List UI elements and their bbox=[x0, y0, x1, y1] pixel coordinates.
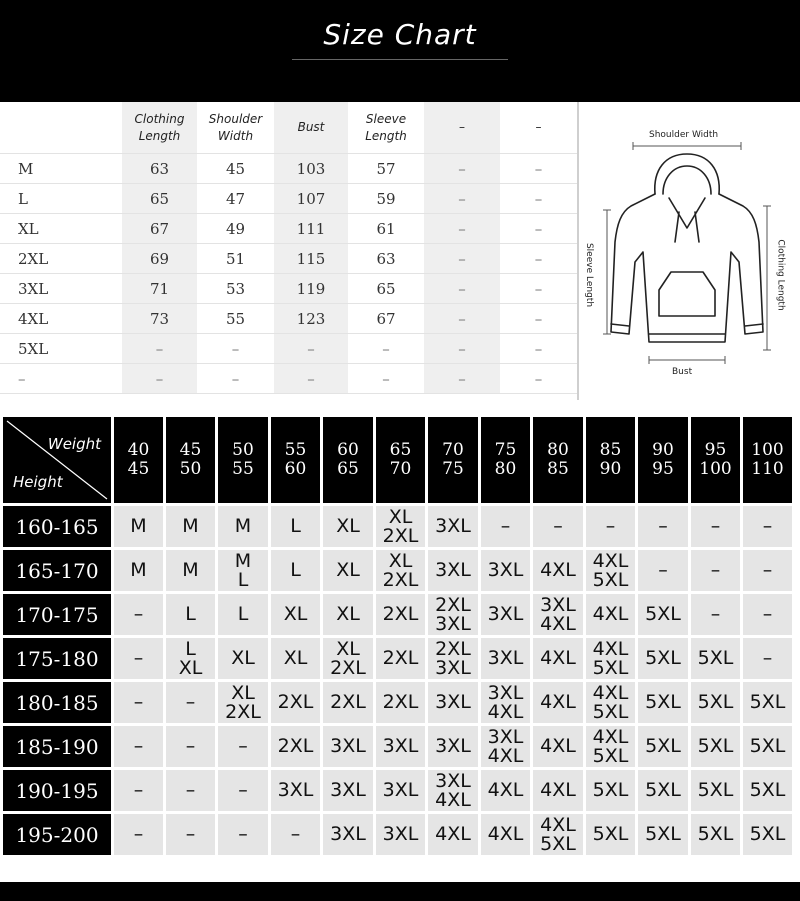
size-cell: – bbox=[114, 770, 163, 811]
size-cell: 4XL bbox=[481, 814, 530, 855]
measurement-cell: – bbox=[424, 364, 500, 394]
size-cell: 3XL 4XL bbox=[481, 726, 530, 767]
height-range-label: 170-175 bbox=[3, 594, 111, 635]
weight-label: Weight bbox=[47, 435, 101, 453]
size-label: 5XL bbox=[0, 334, 122, 364]
size-cell: 5XL bbox=[743, 682, 792, 723]
size-cell: 3XL bbox=[481, 638, 530, 679]
size-cell: 4XL bbox=[533, 638, 583, 679]
height-range-label: 165-170 bbox=[3, 550, 111, 591]
size-label: XL bbox=[0, 214, 122, 244]
measurement-header-cell bbox=[0, 102, 122, 154]
weight-range-header: 55 60 bbox=[271, 417, 320, 503]
measurement-cell: – bbox=[122, 334, 197, 364]
weight-range-header: 40 45 bbox=[114, 417, 163, 503]
measurement-header-cell: – bbox=[500, 102, 577, 154]
measurement-cell: 65 bbox=[122, 184, 197, 214]
size-cell: – bbox=[743, 594, 792, 635]
size-cell: – bbox=[114, 594, 163, 635]
size-cell: 2XL bbox=[271, 726, 320, 767]
height-range-label: 195-200 bbox=[3, 814, 111, 855]
size-cell: M bbox=[166, 506, 215, 547]
size-cell: XL 2XL bbox=[376, 506, 425, 547]
size-cell: – bbox=[114, 638, 163, 679]
measurement-cell: 107 bbox=[274, 184, 348, 214]
size-cell: 3XL bbox=[428, 550, 478, 591]
measurement-cell: – bbox=[274, 334, 348, 364]
measurement-cell: 57 bbox=[348, 154, 424, 184]
size-cell: 3XL bbox=[428, 506, 478, 547]
size-cell: 5XL bbox=[638, 682, 688, 723]
measurement-cell: – bbox=[197, 334, 274, 364]
measurement-cell: 119 bbox=[274, 274, 348, 304]
size-cell: 4XL bbox=[586, 594, 635, 635]
size-cell: 3XL bbox=[323, 726, 373, 767]
weight-range-header: 90 95 bbox=[638, 417, 688, 503]
size-cell: M bbox=[218, 506, 268, 547]
measurement-row bbox=[0, 304, 577, 334]
measurement-row bbox=[0, 334, 577, 364]
height-row bbox=[3, 638, 792, 679]
weight-range-header: 75 80 bbox=[481, 417, 530, 503]
size-cell: 5XL bbox=[743, 814, 792, 855]
measurement-cell: 63 bbox=[348, 244, 424, 274]
size-cell: – bbox=[114, 814, 163, 855]
size-cell: 3XL bbox=[481, 550, 530, 591]
size-label: 4XL bbox=[0, 304, 122, 334]
height-row bbox=[3, 506, 792, 547]
height-range-label: 180-185 bbox=[3, 682, 111, 723]
measurement-cell: – bbox=[424, 214, 500, 244]
measurement-cell: 47 bbox=[197, 184, 274, 214]
measurement-cell: 59 bbox=[348, 184, 424, 214]
size-label: 3XL bbox=[0, 274, 122, 304]
measurement-cell: – bbox=[500, 214, 577, 244]
measurement-row bbox=[0, 184, 577, 214]
height-row bbox=[3, 726, 792, 767]
measurement-row bbox=[0, 214, 577, 244]
size-cell: 5XL bbox=[638, 638, 688, 679]
size-cell: 3XL 4XL bbox=[481, 682, 530, 723]
size-cell: 5XL bbox=[691, 682, 740, 723]
size-fit-grid bbox=[0, 414, 795, 858]
size-cell: 3XL bbox=[376, 814, 425, 855]
size-cell: 3XL bbox=[428, 726, 478, 767]
measurement-cell: 65 bbox=[348, 274, 424, 304]
size-cell: M bbox=[114, 506, 163, 547]
weight-range-header: 100 110 bbox=[743, 417, 792, 503]
size-cell: 5XL bbox=[691, 638, 740, 679]
size-cell: 4XL bbox=[533, 682, 583, 723]
measurement-cell: – bbox=[500, 154, 577, 184]
footer-bar bbox=[0, 882, 800, 901]
weight-range-header: 80 85 bbox=[533, 417, 583, 503]
size-cell: – bbox=[218, 770, 268, 811]
size-cell: 3XL bbox=[323, 770, 373, 811]
measurement-cell: – bbox=[424, 304, 500, 334]
measurement-cell: – bbox=[424, 274, 500, 304]
size-cell: 3XL 4XL bbox=[533, 594, 583, 635]
size-cell: XL 2XL bbox=[376, 550, 425, 591]
measurement-cell: 49 bbox=[197, 214, 274, 244]
measurement-cell: – bbox=[424, 244, 500, 274]
measurement-row bbox=[0, 274, 577, 304]
measurement-header-cell: Bust bbox=[274, 102, 348, 154]
measurement-table bbox=[0, 102, 577, 394]
measurement-cell: 63 bbox=[122, 154, 197, 184]
weight-range-header: 65 70 bbox=[376, 417, 425, 503]
size-cell: 4XL bbox=[428, 814, 478, 855]
size-cell: L bbox=[218, 594, 268, 635]
size-cell: XL bbox=[323, 594, 373, 635]
size-cell: 5XL bbox=[638, 814, 688, 855]
size-cell: 2XL bbox=[376, 638, 425, 679]
size-cell: 3XL bbox=[376, 726, 425, 767]
size-cell: XL bbox=[218, 638, 268, 679]
size-cell: XL bbox=[271, 594, 320, 635]
size-cell: – bbox=[166, 682, 215, 723]
measurement-cell: – bbox=[424, 184, 500, 214]
measurement-cell: – bbox=[122, 364, 197, 394]
size-cell: 5XL bbox=[586, 770, 635, 811]
size-cell: 5XL bbox=[638, 594, 688, 635]
page-title: Size Chart bbox=[323, 18, 477, 51]
size-cell: – bbox=[638, 506, 688, 547]
size-cell: L XL bbox=[166, 638, 215, 679]
measurement-cell: – bbox=[500, 364, 577, 394]
size-cell: 3XL bbox=[428, 682, 478, 723]
size-cell: 4XL 5XL bbox=[586, 682, 635, 723]
measurement-cell: 67 bbox=[122, 214, 197, 244]
measurement-cell: 111 bbox=[274, 214, 348, 244]
weight-range-header: 50 55 bbox=[218, 417, 268, 503]
size-cell: L bbox=[271, 506, 320, 547]
height-range-label: 160-165 bbox=[3, 506, 111, 547]
measurement-cell: 45 bbox=[197, 154, 274, 184]
height-label: Height bbox=[13, 473, 63, 491]
measurement-header-row bbox=[0, 102, 577, 154]
measurement-header-cell: – bbox=[424, 102, 500, 154]
size-cell: 4XL 5XL bbox=[586, 550, 635, 591]
size-cell: 4XL bbox=[533, 550, 583, 591]
measurement-cell: – bbox=[197, 364, 274, 394]
measurement-cell: – bbox=[500, 244, 577, 274]
size-label: L bbox=[0, 184, 122, 214]
size-cell: 5XL bbox=[691, 814, 740, 855]
height-range-label: 190-195 bbox=[3, 770, 111, 811]
measurement-cell: 69 bbox=[122, 244, 197, 274]
size-cell: 3XL bbox=[481, 594, 530, 635]
size-cell: – bbox=[166, 726, 215, 767]
size-cell: – bbox=[481, 506, 530, 547]
size-cell: 5XL bbox=[743, 770, 792, 811]
header-banner bbox=[0, 0, 800, 102]
height-row bbox=[3, 550, 792, 591]
measurement-cell: – bbox=[424, 334, 500, 364]
measurement-cell: – bbox=[274, 364, 348, 394]
size-cell: M bbox=[114, 550, 163, 591]
size-cell: – bbox=[114, 726, 163, 767]
measurement-cell: – bbox=[500, 274, 577, 304]
sleeve-length-label: Sleeve Length bbox=[584, 242, 595, 308]
hoodie-illustration bbox=[579, 102, 800, 400]
size-cell: 4XL bbox=[533, 726, 583, 767]
height-range-label: 175-180 bbox=[3, 638, 111, 679]
size-cell: – bbox=[533, 506, 583, 547]
measurement-cell: 53 bbox=[197, 274, 274, 304]
size-cell: L bbox=[271, 550, 320, 591]
height-range-label: 185-190 bbox=[3, 726, 111, 767]
clothing-length-label: Clothing Length bbox=[775, 239, 786, 311]
size-cell: – bbox=[743, 506, 792, 547]
measurement-cell: 67 bbox=[348, 304, 424, 334]
size-cell: – bbox=[743, 638, 792, 679]
size-cell: 2XL 3XL bbox=[428, 638, 478, 679]
measurement-cell: – bbox=[348, 364, 424, 394]
weight-range-header: 45 50 bbox=[166, 417, 215, 503]
size-cell: 3XL bbox=[323, 814, 373, 855]
size-cell: 3XL bbox=[271, 770, 320, 811]
height-row bbox=[3, 770, 792, 811]
shoulder-width-label: Shoulder Width bbox=[649, 130, 719, 140]
bust-label: Bust bbox=[672, 367, 693, 377]
size-cell: – bbox=[218, 814, 268, 855]
hoodie-icon bbox=[579, 102, 800, 400]
size-cell: XL 2XL bbox=[218, 682, 268, 723]
size-cell: 4XL bbox=[481, 770, 530, 811]
size-cell: – bbox=[114, 682, 163, 723]
measurement-header-cell: Sleeve Length bbox=[348, 102, 424, 154]
weight-range-header: 95 100 bbox=[691, 417, 740, 503]
size-cell: 3XL 4XL bbox=[428, 770, 478, 811]
size-label: 2XL bbox=[0, 244, 122, 274]
weight-range-header: 60 65 bbox=[323, 417, 373, 503]
measurement-cell: 103 bbox=[274, 154, 348, 184]
size-cell: 2XL bbox=[323, 682, 373, 723]
measurement-header-cell: Clothing Length bbox=[122, 102, 197, 154]
size-cell: – bbox=[586, 506, 635, 547]
size-cell: L bbox=[166, 594, 215, 635]
height-row bbox=[3, 682, 792, 723]
measurement-header-cell: Shoulder Width bbox=[197, 102, 274, 154]
measurement-cell: 123 bbox=[274, 304, 348, 334]
size-cell: – bbox=[691, 506, 740, 547]
measurement-cell: 61 bbox=[348, 214, 424, 244]
size-cell: 5XL bbox=[691, 770, 740, 811]
measurement-cell: – bbox=[424, 154, 500, 184]
size-cell: XL bbox=[271, 638, 320, 679]
measurement-cell: 51 bbox=[197, 244, 274, 274]
size-label: – bbox=[0, 364, 122, 394]
size-cell: 4XL 5XL bbox=[586, 638, 635, 679]
size-cell: 2XL bbox=[376, 682, 425, 723]
measurement-cell: – bbox=[500, 304, 577, 334]
measurement-cell: – bbox=[500, 334, 577, 364]
size-cell: 5XL bbox=[638, 770, 688, 811]
size-cell: 4XL 5XL bbox=[533, 814, 583, 855]
measurement-cell: 115 bbox=[274, 244, 348, 274]
grid-corner bbox=[3, 417, 111, 503]
size-cell: 5XL bbox=[586, 814, 635, 855]
size-cell: 5XL bbox=[743, 726, 792, 767]
size-label: M bbox=[0, 154, 122, 184]
size-cell: 2XL bbox=[376, 594, 425, 635]
size-cell: 4XL bbox=[533, 770, 583, 811]
size-cell: 4XL 5XL bbox=[586, 726, 635, 767]
measurement-row bbox=[0, 364, 577, 394]
measurement-cell: 71 bbox=[122, 274, 197, 304]
size-cell: – bbox=[638, 550, 688, 591]
size-cell: M L bbox=[218, 550, 268, 591]
title-underline bbox=[292, 59, 508, 60]
size-cell: – bbox=[166, 814, 215, 855]
measurement-row bbox=[0, 154, 577, 184]
size-cell: XL bbox=[323, 506, 373, 547]
size-cell: – bbox=[743, 550, 792, 591]
size-cell: 2XL 3XL bbox=[428, 594, 478, 635]
size-cell: – bbox=[218, 726, 268, 767]
size-cell: – bbox=[691, 550, 740, 591]
size-cell: – bbox=[271, 814, 320, 855]
size-cell: 3XL bbox=[376, 770, 425, 811]
measurement-cell: – bbox=[500, 184, 577, 214]
size-cell: M bbox=[166, 550, 215, 591]
size-cell: 5XL bbox=[691, 726, 740, 767]
measurement-row bbox=[0, 244, 577, 274]
measurement-cell: – bbox=[348, 334, 424, 364]
height-row bbox=[3, 814, 792, 855]
size-cell: – bbox=[691, 594, 740, 635]
height-row bbox=[3, 594, 792, 635]
measurement-cell: 73 bbox=[122, 304, 197, 334]
weight-range-header: 70 75 bbox=[428, 417, 478, 503]
size-cell: 2XL bbox=[271, 682, 320, 723]
size-cell: – bbox=[166, 770, 215, 811]
measurement-cell: 55 bbox=[197, 304, 274, 334]
weight-range-header: 85 90 bbox=[586, 417, 635, 503]
size-cell: 5XL bbox=[638, 726, 688, 767]
size-cell: XL 2XL bbox=[323, 638, 373, 679]
size-cell: XL bbox=[323, 550, 373, 591]
